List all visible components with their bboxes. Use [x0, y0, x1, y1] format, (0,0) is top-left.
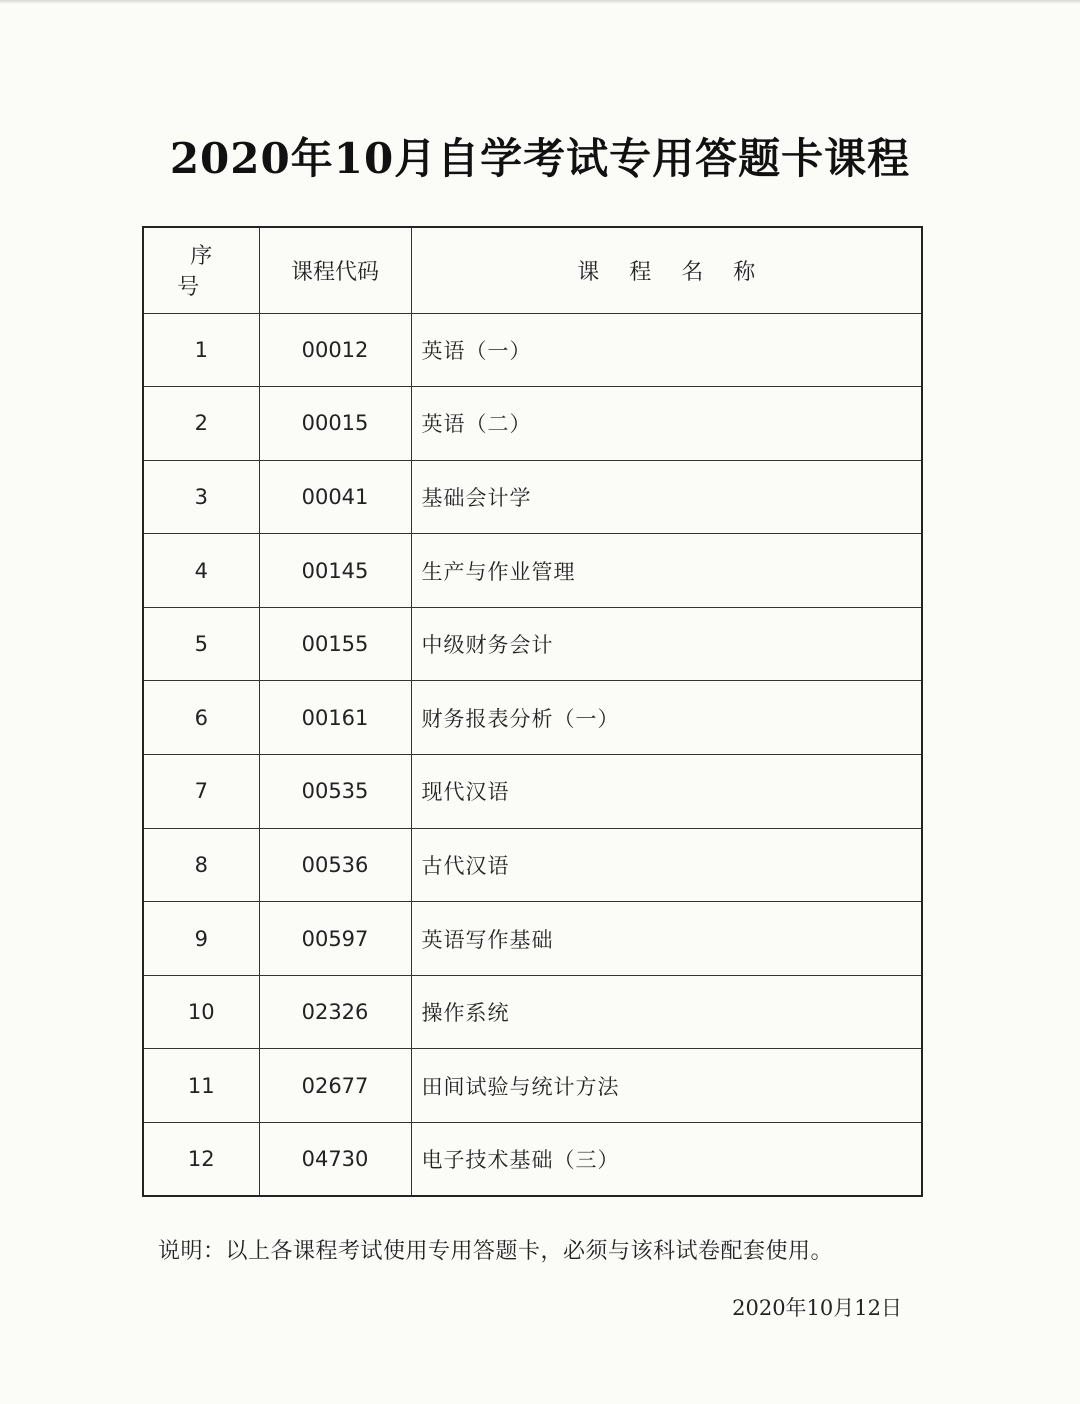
- cell-seq: 2: [143, 387, 259, 461]
- cell-seq: 10: [143, 975, 259, 1049]
- cell-seq: 1: [143, 313, 259, 387]
- cell-name: 基础会计学: [411, 460, 922, 534]
- course-table: [142, 226, 923, 1197]
- table-row: [143, 755, 922, 829]
- cell-seq: 5: [143, 607, 259, 681]
- header-row: [143, 227, 922, 313]
- cell-name: 现代汉语: [411, 755, 922, 829]
- cell-code: 00536: [259, 828, 411, 902]
- header-seq: 序号: [143, 227, 259, 313]
- cell-name: 英语（一）: [411, 313, 922, 387]
- cell-name: 英语（二）: [411, 387, 922, 461]
- cell-seq: 7: [143, 755, 259, 829]
- table-row: [143, 902, 922, 976]
- cell-seq: 8: [143, 828, 259, 902]
- cell-name: 财务报表分析（一）: [411, 681, 922, 755]
- table-row: [143, 681, 922, 755]
- cell-code: 00145: [259, 534, 411, 608]
- cell-name: 中级财务会计: [411, 607, 922, 681]
- header-name: 课程名称: [411, 227, 922, 313]
- cell-code: 00012: [259, 313, 411, 387]
- table-row: [143, 975, 922, 1049]
- table-row: [143, 1123, 922, 1197]
- cell-code: 00041: [259, 460, 411, 534]
- footnote: 说明：以上各课程考试使用专用答题卡，必须与该科试卷配套使用。: [158, 1239, 834, 1264]
- page-title: 2020年10月自学考试专用答题卡课程: [169, 134, 911, 183]
- table-header: [143, 227, 922, 313]
- table-body: [143, 313, 922, 1196]
- cell-code: 00015: [259, 387, 411, 461]
- cell-name: 操作系统: [411, 975, 922, 1049]
- cell-name: 田间试验与统计方法: [411, 1049, 922, 1123]
- cell-seq: 12: [143, 1123, 259, 1197]
- table-row: [143, 828, 922, 902]
- cell-seq: 4: [143, 534, 259, 608]
- cell-seq: 6: [143, 681, 259, 755]
- header-code: 课程代码: [259, 227, 411, 313]
- table-row: [143, 1049, 922, 1123]
- cell-code: 00155: [259, 607, 411, 681]
- cell-name: 古代汉语: [411, 828, 922, 902]
- cell-code: 02677: [259, 1049, 411, 1123]
- table-row: [143, 387, 922, 461]
- cell-name: 英语写作基础: [411, 902, 922, 976]
- cell-code: 02326: [259, 975, 411, 1049]
- table-row: [143, 460, 922, 534]
- cell-code: 00161: [259, 681, 411, 755]
- cell-name: 电子技术基础（三）: [411, 1123, 922, 1197]
- table-row: [143, 313, 922, 387]
- cell-code: 00535: [259, 755, 411, 829]
- cell-seq: 9: [143, 902, 259, 976]
- cell-name: 生产与作业管理: [411, 534, 922, 608]
- table-row: [143, 607, 922, 681]
- cell-seq: 3: [143, 460, 259, 534]
- page-edge: [0, 0, 1080, 4]
- table-row: [143, 534, 922, 608]
- cell-seq: 11: [143, 1049, 259, 1123]
- cell-code: 00597: [259, 902, 411, 976]
- cell-code: 04730: [259, 1123, 411, 1197]
- issue-date: 2020年10月12日: [732, 1296, 902, 1320]
